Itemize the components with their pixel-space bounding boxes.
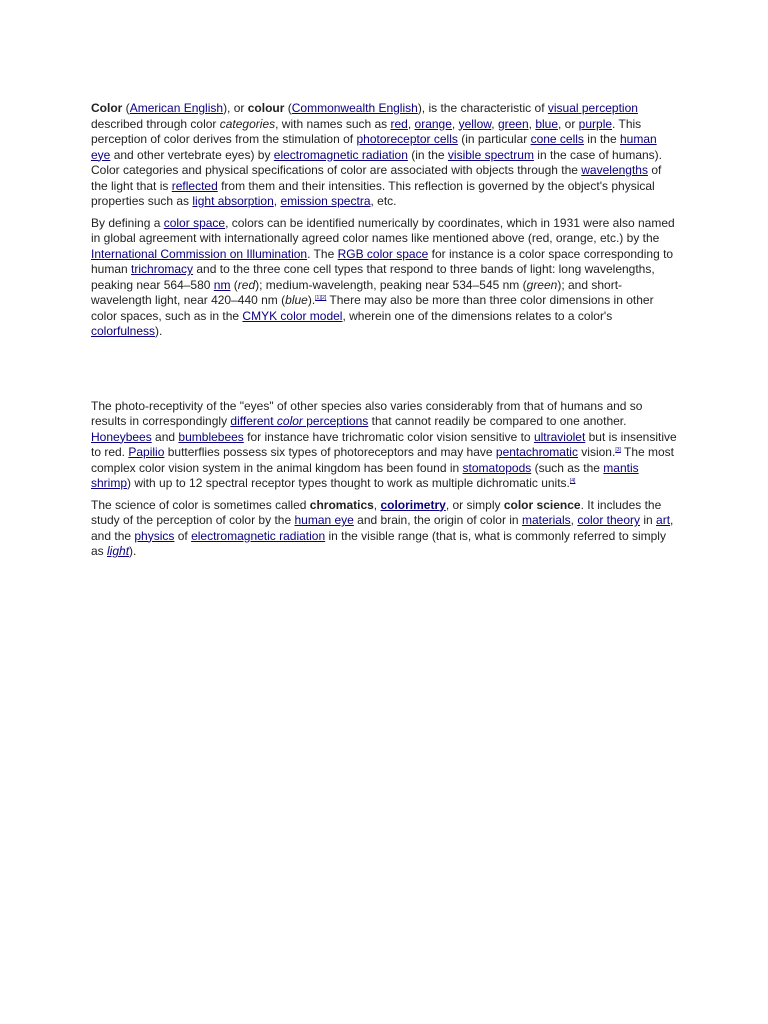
text-run: , [491, 116, 498, 131]
paragraph-color-space [91, 216, 679, 340]
citation-superscript [315, 295, 326, 301]
text-run: in the [583, 132, 620, 146]
link-american-english[interactable]: American English [129, 101, 224, 115]
text-run: (such as the [531, 460, 604, 475]
text-run: ); and short-wavelength light, near 420–440 nm ( [91, 277, 623, 307]
text-run: The most complex color vision system in the animal kingdom has been found in [91, 445, 675, 475]
link-reflected[interactable]: reflected [171, 178, 218, 193]
link-red[interactable]: red [390, 116, 408, 131]
link-human-eye-2[interactable]: human eye [294, 513, 354, 527]
text-run: , with names such as [275, 116, 391, 131]
link-orange[interactable]: orange [414, 116, 452, 131]
text-run: , [451, 116, 459, 131]
text-run: ), or [223, 101, 248, 115]
link-cone-cells[interactable]: cone cells [530, 132, 584, 146]
link-honeybees[interactable]: Honeybees [91, 429, 152, 444]
link-green[interactable]: green [497, 116, 529, 131]
italic-term: red [237, 277, 256, 292]
text-run: but is insensitive to red. [91, 429, 677, 459]
text-run: in the case of humans). Color categories and physical specifications of color are associated with objects through the [91, 147, 663, 177]
paragraph-other-species [91, 399, 679, 492]
text-run: ). [307, 293, 316, 307]
link-visible-spectrum[interactable]: visible spectrum [447, 147, 534, 162]
link-color-theory[interactable]: color theory [577, 513, 641, 527]
link-bumblebees[interactable]: bumblebees [178, 429, 244, 444]
italic-link-text: light [107, 544, 130, 558]
text-run: and to the three cone cell types that respond to three bands of light: long wavelengths, peaking near 564–580 [91, 262, 655, 292]
text-run: and [151, 429, 179, 444]
bold-term: Color [91, 101, 123, 115]
bold-term: colour [247, 101, 285, 115]
citation-1-2[interactable]: [1][2] [315, 295, 327, 301]
text-run: and brain, the origin of color in [353, 513, 522, 527]
link-electromagnetic-radiation[interactable]: electromagnetic radiation [273, 147, 408, 162]
italic-term: green [526, 277, 558, 292]
link-different-color-perceptions-end[interactable]: perceptions [302, 414, 369, 428]
text-run: ( [122, 101, 130, 115]
link-colorfulness[interactable]: colorfulness [91, 324, 156, 338]
text-run: ( [230, 277, 238, 292]
italic-term: categories [219, 116, 276, 131]
paragraph-color-science [91, 498, 679, 560]
text-run: butterflies possess six types of photoreceptors and may have [164, 445, 496, 459]
text-run: , wherein one of the dimensions relates to a color's [342, 308, 613, 323]
link-emission-spectra[interactable]: emission spectra [280, 194, 371, 208]
text-run: , or simply [445, 497, 504, 512]
link-art[interactable]: art [656, 513, 671, 527]
text-run: , [373, 497, 381, 512]
link-yellow[interactable]: yellow [458, 116, 492, 131]
link-electromagnetic-radiation-2[interactable]: electromagnetic radiation [191, 528, 326, 543]
link-nm[interactable]: nm [213, 277, 231, 292]
link-trichromacy[interactable]: trichromacy [131, 262, 194, 276]
text-run: of the light that is [91, 163, 662, 193]
text-run: in the visible range (that is, what is commonly referred to simply as [91, 528, 666, 558]
text-run: There may also be more than three color dimensions in other color spaces, such as in the [91, 293, 654, 323]
text-run: ) with up to 12 spectral receptor types thought to work as multiple dichromatic units. [127, 476, 570, 490]
text-run: . The [307, 246, 338, 261]
text-run: ( [284, 101, 292, 115]
link-rgb-color-space[interactable]: RGB color space [337, 246, 429, 261]
text-run: in [640, 513, 657, 527]
link-wavelengths[interactable]: wavelengths [581, 163, 648, 177]
citation-superscript [570, 478, 576, 484]
text-run: ); medium-wavelength, peaking near 534–545 nm ( [255, 277, 527, 292]
link-visual-perception[interactable]: visual perception [547, 101, 638, 115]
text-run: ). [155, 324, 163, 338]
link-different-color-perceptions[interactable]: different [230, 414, 277, 428]
citation-4[interactable]: [4] [569, 478, 576, 484]
italic-link-text: color [276, 414, 303, 428]
link-materials[interactable]: materials [521, 513, 571, 527]
link-stomatopods[interactable]: stomatopods [462, 460, 532, 475]
text-run: for instance is a color space corresponding to human [91, 246, 674, 276]
link-mantis-shrimp[interactable]: mantis shrimp [91, 460, 639, 490]
text-run: , colors can be identified numerically by coordinates, which in 1931 were also named in global agreement with internationally agreed color names like mentioned above (red, orange, etc.) by the [91, 215, 675, 245]
text-run: , and the [91, 513, 674, 543]
text-run: for instance have trichromatic color vision sensitive to [243, 429, 534, 444]
text-run: vision. [577, 445, 616, 459]
link-blue[interactable]: blue [535, 116, 558, 131]
bold-term: color science [503, 497, 581, 512]
text-run: . This perception of color derives from the stimulation of [91, 116, 642, 146]
link-light-absorption[interactable]: light absorption [192, 194, 274, 208]
text-run: from them and their intensities. This reflection is governed by the object's physical properties such as [91, 178, 655, 208]
link-pentachromatic[interactable]: pentachromatic [495, 445, 578, 459]
text-run: , [407, 116, 415, 131]
link-color-space[interactable]: color space [163, 215, 226, 230]
paragraph-intro [91, 101, 679, 210]
link-photoreceptor-cells[interactable]: photoreceptor cells [356, 132, 458, 146]
text-run: , or [558, 116, 579, 131]
text-run: , [570, 513, 578, 527]
italic-term: blue [285, 293, 308, 307]
link-purple[interactable]: purple [578, 116, 613, 131]
link-different-color-perceptions-color[interactable] [277, 414, 303, 428]
text-run: (in the [407, 147, 448, 162]
link-colorimetry[interactable] [380, 498, 445, 512]
text-run: (in particular [457, 132, 531, 146]
text-run: The photo-receptivity of the "eyes" of other species also varies considerably from that of humans and so results in correspondingly [91, 398, 643, 428]
text-run: By defining a [91, 215, 164, 230]
link-commonwealth-english[interactable]: Commonwealth English [291, 101, 418, 115]
text-run: described through color [91, 116, 220, 131]
link-cmyk-color-model[interactable]: CMYK color model [242, 308, 343, 323]
text-run: ). [129, 544, 137, 558]
bold-link-text: colorimetry [380, 497, 446, 512]
text-run: , [528, 116, 536, 131]
text-run: , [273, 194, 281, 208]
article-body [91, 101, 679, 566]
link-human-eye[interactable]: human eye [91, 132, 657, 162]
text-run: of [174, 528, 192, 543]
text-run: and other vertebrate eyes) by [110, 147, 274, 162]
text-run: , etc. [370, 194, 397, 208]
text-run: The science of color is sometimes called [91, 497, 310, 512]
text-run: that cannot readily be compared to one another. [368, 414, 627, 428]
link-ultraviolet[interactable]: ultraviolet [533, 429, 586, 444]
bold-term: chromatics [309, 497, 374, 512]
link-light[interactable] [107, 544, 129, 558]
text-run: . It includes the study of the perception of color by the [91, 497, 662, 527]
link-physics[interactable]: physics [134, 528, 175, 543]
link-international-commission-on-illumination[interactable]: International Commission on Illumination [91, 246, 308, 261]
text-run: ), is the characteristic of [417, 101, 548, 115]
link-papilio[interactable]: Papilio [128, 445, 165, 459]
citation-3[interactable]: [3] [615, 447, 621, 453]
